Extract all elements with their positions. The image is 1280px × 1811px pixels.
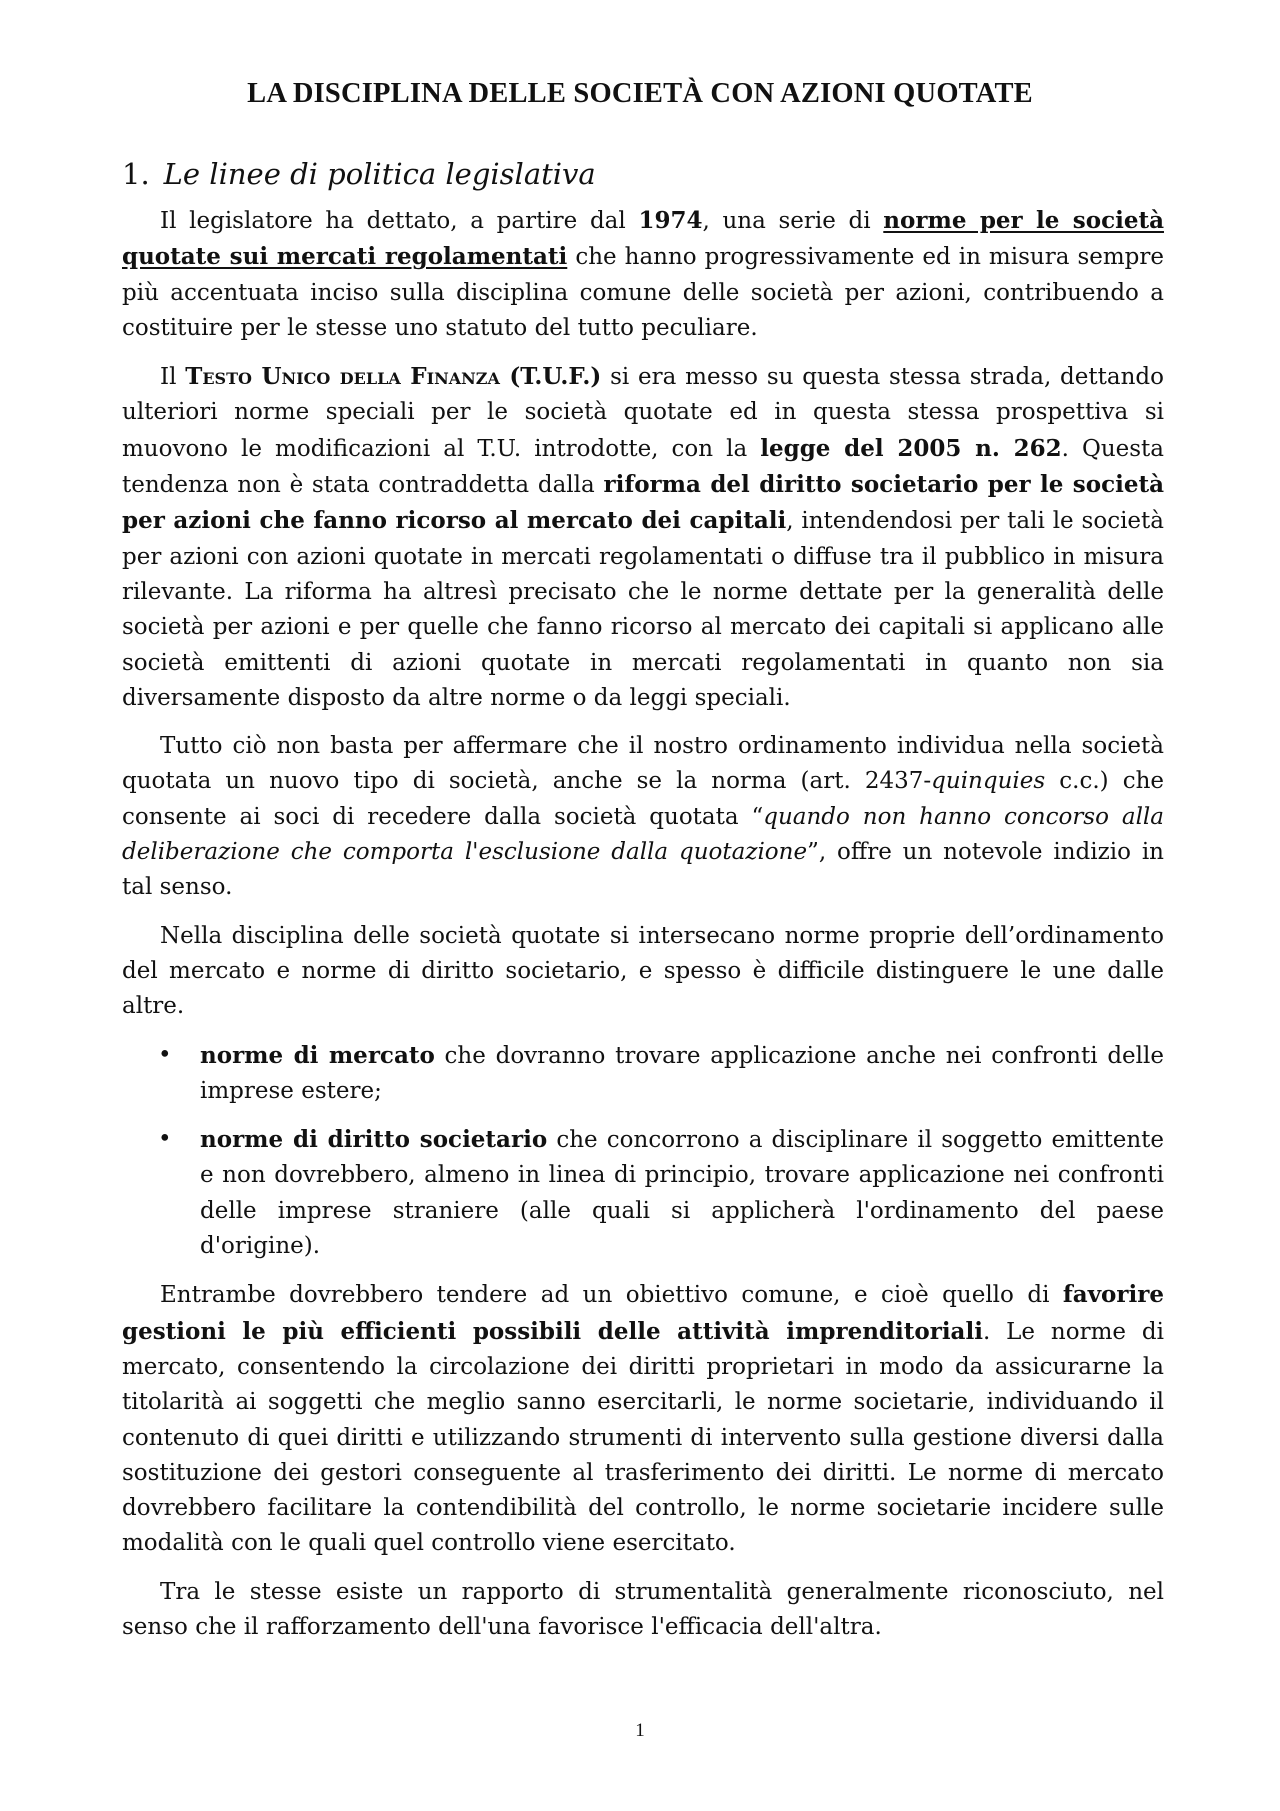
bullet-list bbox=[122, 1038, 1164, 1265]
text-run: si era messo su questa stessa strada, dettando ulteriori norme speciali per le società quotate ed in questa stessa prospettiva si muovono le modificazioni al T.U. introdotte, con la bbox=[122, 364, 1164, 462]
document-body bbox=[122, 203, 1164, 1658]
paragraph-5 bbox=[122, 1277, 1164, 1561]
text-run: , una serie di bbox=[702, 208, 884, 234]
section-heading bbox=[122, 155, 596, 193]
section-title: Le linee di politica legislativa bbox=[163, 157, 596, 191]
bold-phrase: favorire gestioni le più efficienti possibili delle attività imprenditoriali bbox=[122, 1281, 1164, 1345]
list-item bbox=[122, 1122, 1164, 1264]
text-run: . Le norme di mercato, consentendo la circolazione dei diritti proprietari in modo da assicurarne la titolarità ai soggetti che meglio sanno esercitarli, le norme societarie, individuando il contenuto di quei diritti e utilizzando strumenti di intervento sulla gestione diversi dalla sostituzione dei gestori conseguente al trasferimento dei diritti. Le norme di mercato dovrebbero facilitare la contendibilità del controllo, le norme societarie incidere sulle modalità con le quali quel controllo viene esercitato. bbox=[122, 1318, 1164, 1557]
list-item-bold: norme di diritto societario bbox=[200, 1126, 548, 1154]
page-number: 1 bbox=[635, 1720, 645, 1741]
text-run: Nella disciplina delle società quotate si intersecano norme proprie dell’ordinamento del mercato e norme di diritto societario, e spesso è difficile distinguere le une dalle altre. bbox=[122, 922, 1164, 1020]
document-title: LA DISCIPLINA DELLE SOCIETÀ CON AZIONI QUOTATE bbox=[247, 78, 1033, 109]
text-run: c.c.) che consente ai soci di recedere dalla società quotata “ bbox=[122, 768, 1164, 830]
list-item-text: che dovranno trovare applicazione anche nei confronti delle imprese estere; bbox=[200, 1042, 1164, 1104]
text-run: Tra le stesse esiste un rapporto di strumentalità generalmente riconosciuto, nel senso che il rafforzamento dell'una favorisce l'efficacia dell'altra. bbox=[122, 1578, 1164, 1640]
paragraph-6 bbox=[122, 1575, 1164, 1646]
section-number: 1. bbox=[122, 157, 150, 191]
paragraph-2 bbox=[122, 359, 1164, 716]
paragraph-4 bbox=[122, 919, 1164, 1025]
italic-quote: quando non hanno concorso alla deliberazione che comporta l'esclusione dalla quotazione bbox=[122, 803, 1164, 866]
text-run: Il bbox=[160, 364, 186, 391]
text-run: . Questa tendenza non è stata contraddetta dalla bbox=[122, 435, 1165, 499]
bullet-icon: • bbox=[158, 1126, 172, 1153]
underlined-bold-phrase: norme per le società quotate sui mercati regolamentati bbox=[122, 207, 1164, 271]
paragraph-1 bbox=[122, 203, 1164, 346]
bold-law-reference: legge del 2005 n. 262 bbox=[760, 434, 1062, 462]
bullet-icon: • bbox=[158, 1041, 172, 1068]
small-caps-title: Testo Unico della Finanza bbox=[185, 363, 500, 391]
italic-term: quinquies bbox=[931, 768, 1046, 795]
text-run: , intendendosi per tali le società per azioni con azioni quotate in mercati regolamentati o diffuse tra il pubblico in misura rilevante. La riforma ha altresì precisato che le norme dettate per la generalità delle società per azioni e per quelle che fanno ricorso al mercato dei capitali si applicano alle società emittenti di azioni quotate in mercati regolamentati in quanto non sia diversamente disposto da altre norme o da leggi speciali. bbox=[122, 508, 1164, 711]
list-item-text: che concorrono a disciplinare il soggetto emittente e non dovrebbero, almeno in linea di principio, trovare applicazione nei confronti delle imprese straniere (alle quali si applicherà l'ordinamento del paese d'origine). bbox=[200, 1127, 1164, 1260]
text-run: Il legislatore ha dettato, a partire dal bbox=[160, 208, 639, 234]
bold-reform-phrase: riforma del diritto societario per le società per azioni che fanno ricorso al mercato dei capitali bbox=[122, 471, 1164, 535]
list-item-bold: norme di mercato bbox=[200, 1041, 435, 1069]
text-run: che hanno progressivamente ed in misura sempre più accentuata inciso sulla disciplina comune delle società per azioni, contribuendo a costituire per le stesse uno statuto del tutto peculiare. bbox=[122, 244, 1165, 341]
text-run: Tutto ciò non basta per affermare che il nostro ordinamento individua nella società quotata un nuovo tipo di società, anche se la norma (art. 2437- bbox=[122, 733, 1164, 795]
text-run: Entrambe dovrebbero tendere ad un obiettivo comune, e cioè quello di bbox=[160, 1282, 1063, 1309]
text-run: ”, offre un notevole indizio in tal senso. bbox=[122, 839, 1164, 901]
bold-abbrev: (T.U.F.) bbox=[499, 363, 602, 391]
paragraph-3 bbox=[122, 729, 1164, 905]
bold-year: 1974 bbox=[638, 207, 703, 234]
list-item bbox=[122, 1038, 1164, 1110]
